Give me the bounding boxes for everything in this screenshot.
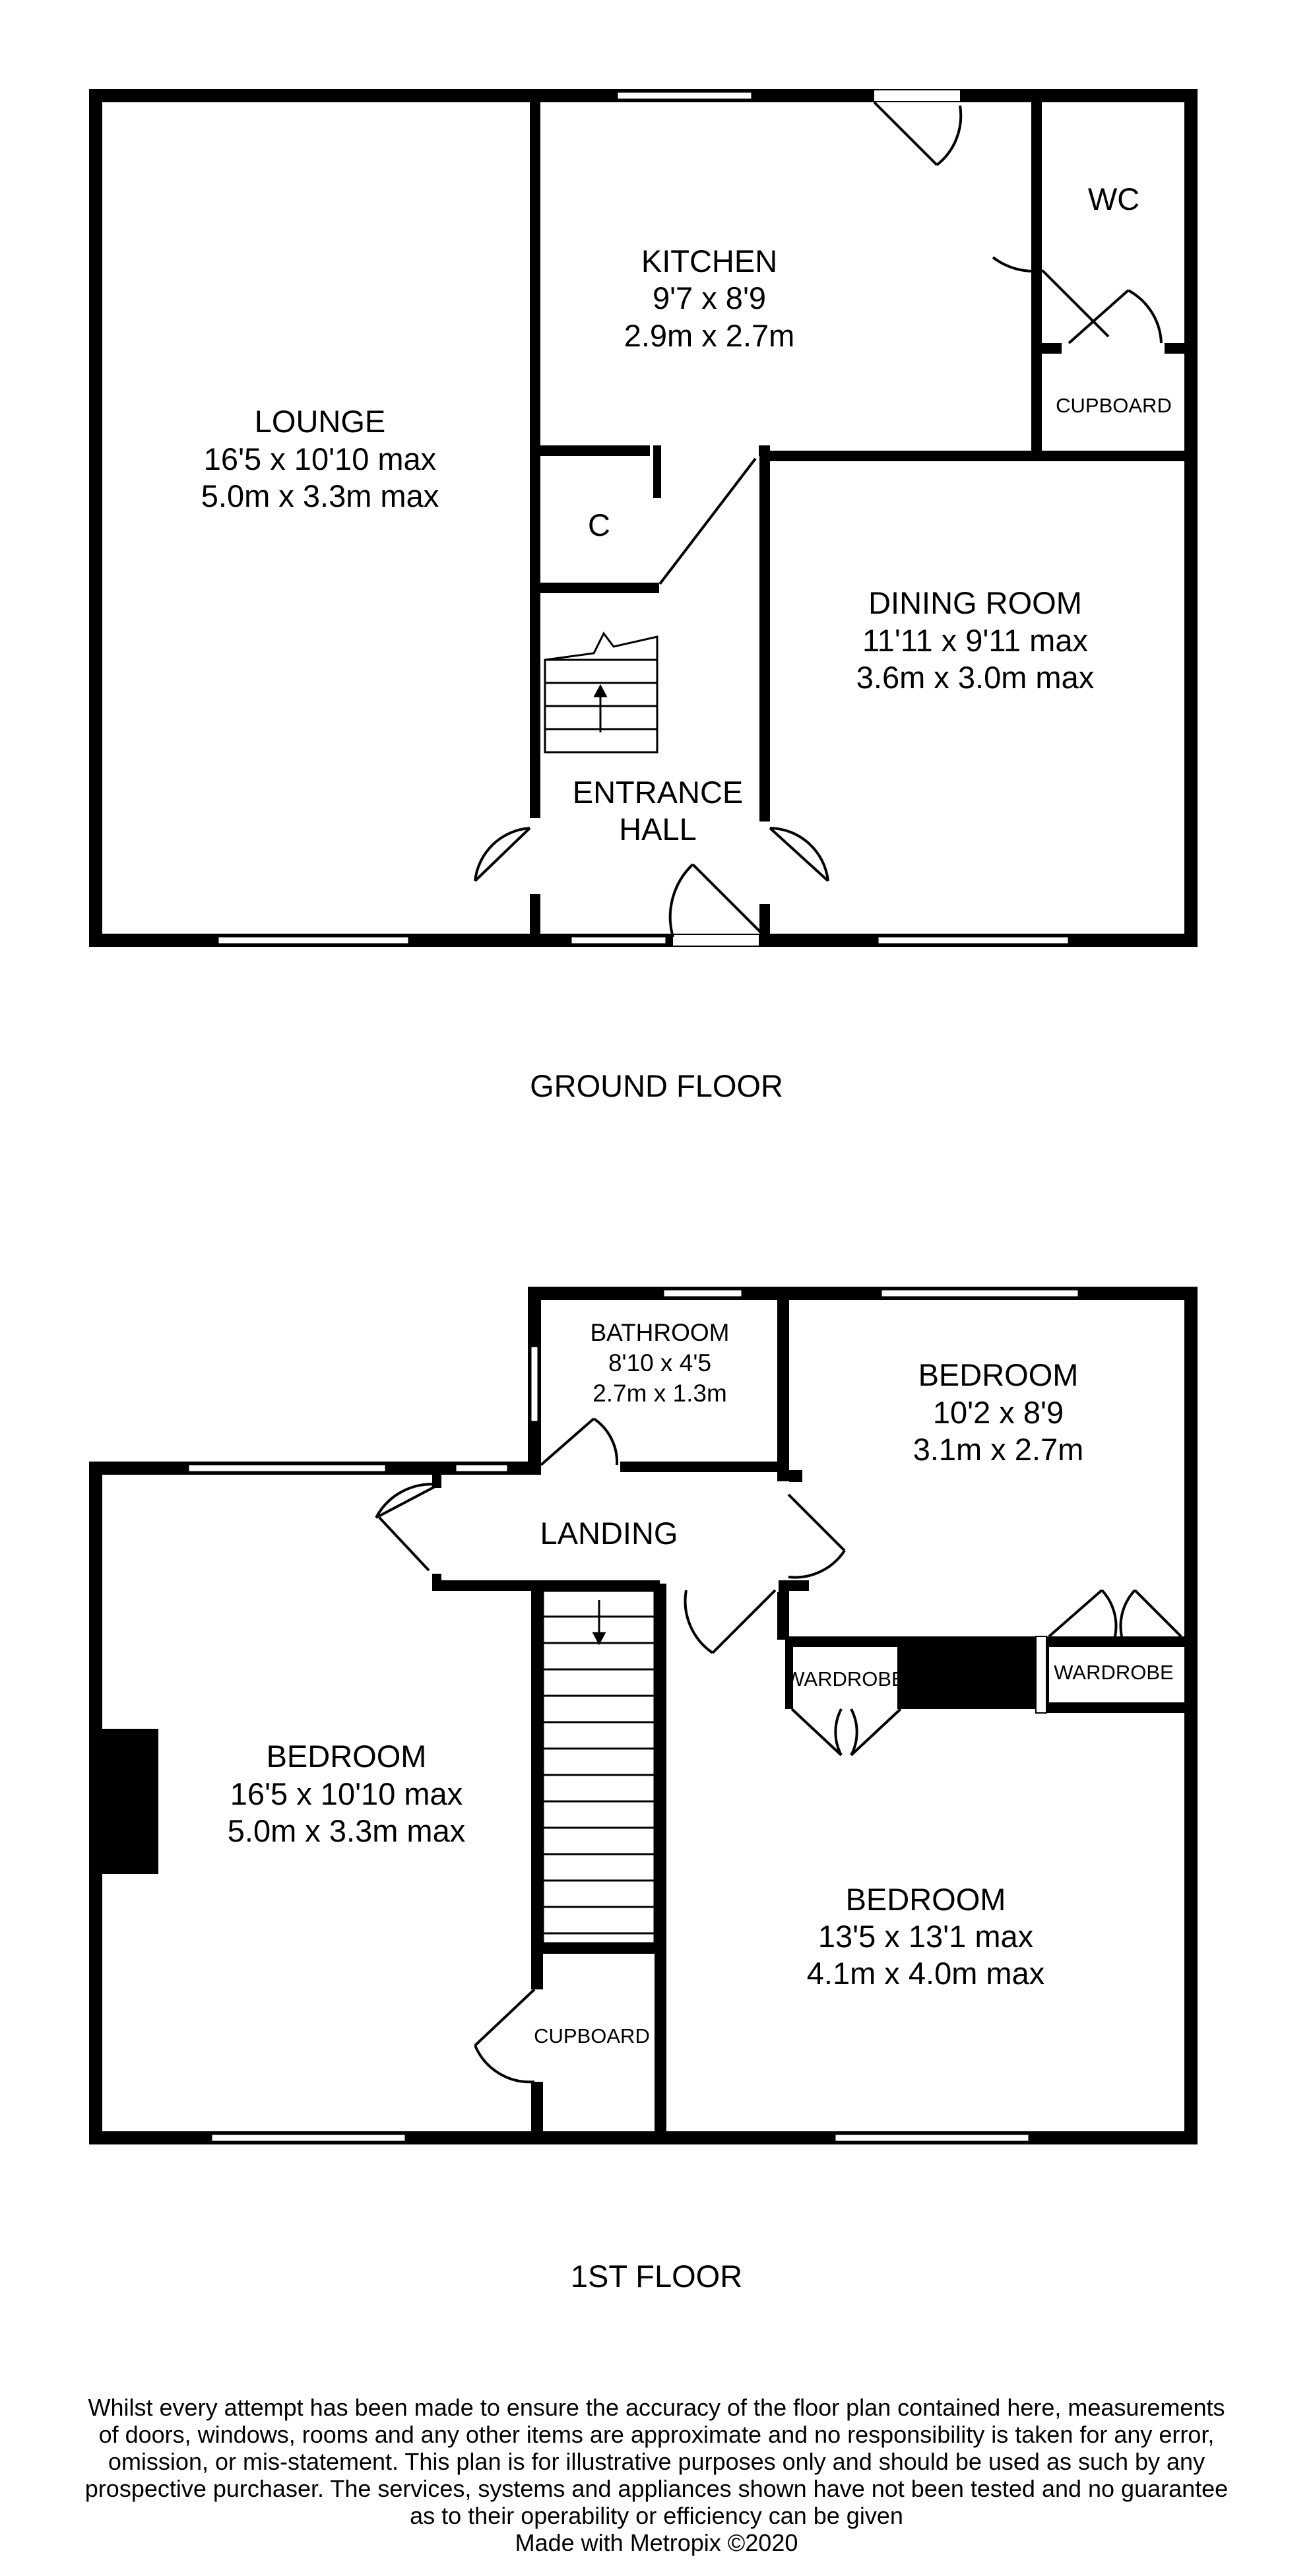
bedroom-right-metric: 4.1m x 4.0m max bbox=[806, 1956, 1045, 1991]
disclaimer-line: omission, or mis-statement. This plan is for illustrative purposes only and should be used as such by any bbox=[108, 2448, 1205, 2475]
disclaimer bbox=[66, 2394, 1247, 2556]
disclaimer-line: of doors, windows, rooms and any other items are approximate and no responsibility is taken for any error, bbox=[98, 2421, 1215, 2448]
wc-name: WC bbox=[1087, 181, 1140, 216]
c-cupboard-name: C bbox=[588, 507, 610, 542]
bedroom-left-metric: 5.0m x 3.3m max bbox=[227, 1813, 466, 1848]
dining-room-metric: 3.6m x 3.0m max bbox=[856, 660, 1095, 695]
entrance-hall-name: ENTRANCE bbox=[572, 775, 744, 810]
kitchen-name: KITCHEN bbox=[641, 243, 778, 278]
bedroom-small-imperial: 10'2 x 8'9 bbox=[932, 1395, 1064, 1430]
disclaimer-line: Whilst every attempt has been made to ensure the accuracy of the floor plan contained here, measurements bbox=[88, 2394, 1225, 2421]
ground-cupboard-name: CUPBOARD bbox=[1056, 394, 1172, 417]
bedroom-small-name: BEDROOM bbox=[918, 1357, 1079, 1392]
disclaimer-line: as to their operability or efficiency can be given bbox=[410, 2502, 903, 2529]
bedroom-right-name: BEDROOM bbox=[845, 1882, 1006, 1917]
bathroom-metric: 2.7m x 1.3m bbox=[592, 1380, 727, 1407]
lounge-name: LOUNGE bbox=[254, 404, 386, 439]
bedroom-left-imperial: 16'5 x 10'10 max bbox=[230, 1776, 463, 1811]
ground-floor-caption: GROUND FLOOR bbox=[530, 1068, 783, 1103]
bedroom-right-imperial: 13'5 x 13'1 max bbox=[817, 1919, 1034, 1954]
disclaimer-line: prospective purchaser. The services, systems and appliances shown have not been tested and no guarantee bbox=[84, 2475, 1229, 2502]
kitchen-imperial: 9'7 x 8'9 bbox=[652, 280, 767, 315]
lounge-imperial: 16'5 x 10'10 max bbox=[203, 441, 437, 476]
entrance-hall-name-line2: HALL bbox=[619, 812, 697, 847]
bedroom-small-metric: 3.1m x 2.7m bbox=[913, 1432, 1084, 1467]
lounge-metric: 5.0m x 3.3m max bbox=[201, 478, 439, 513]
first-floor-caption: 1ST FLOOR bbox=[570, 2259, 743, 2294]
kitchen-metric: 2.9m x 2.7m bbox=[624, 318, 795, 353]
bedroom-left-name: BEDROOM bbox=[266, 1739, 427, 1774]
dining-room-imperial: 11'11 x 9'11 max bbox=[862, 623, 1088, 658]
metropix-credit: Made with Metropix ©2020 bbox=[515, 2529, 798, 2556]
wardrobe-right-name: WARDROBE bbox=[1054, 1661, 1174, 1684]
landing-name: LANDING bbox=[540, 1516, 678, 1551]
first-cupboard-name: CUPBOARD bbox=[534, 2024, 650, 2047]
bathroom-name: BATHROOM bbox=[590, 1319, 730, 1346]
dining-room-name: DINING ROOM bbox=[868, 585, 1082, 620]
wardrobe-left-name: WARDROBE bbox=[785, 1667, 905, 1690]
bathroom-imperial: 8'10 x 4'5 bbox=[608, 1349, 712, 1376]
